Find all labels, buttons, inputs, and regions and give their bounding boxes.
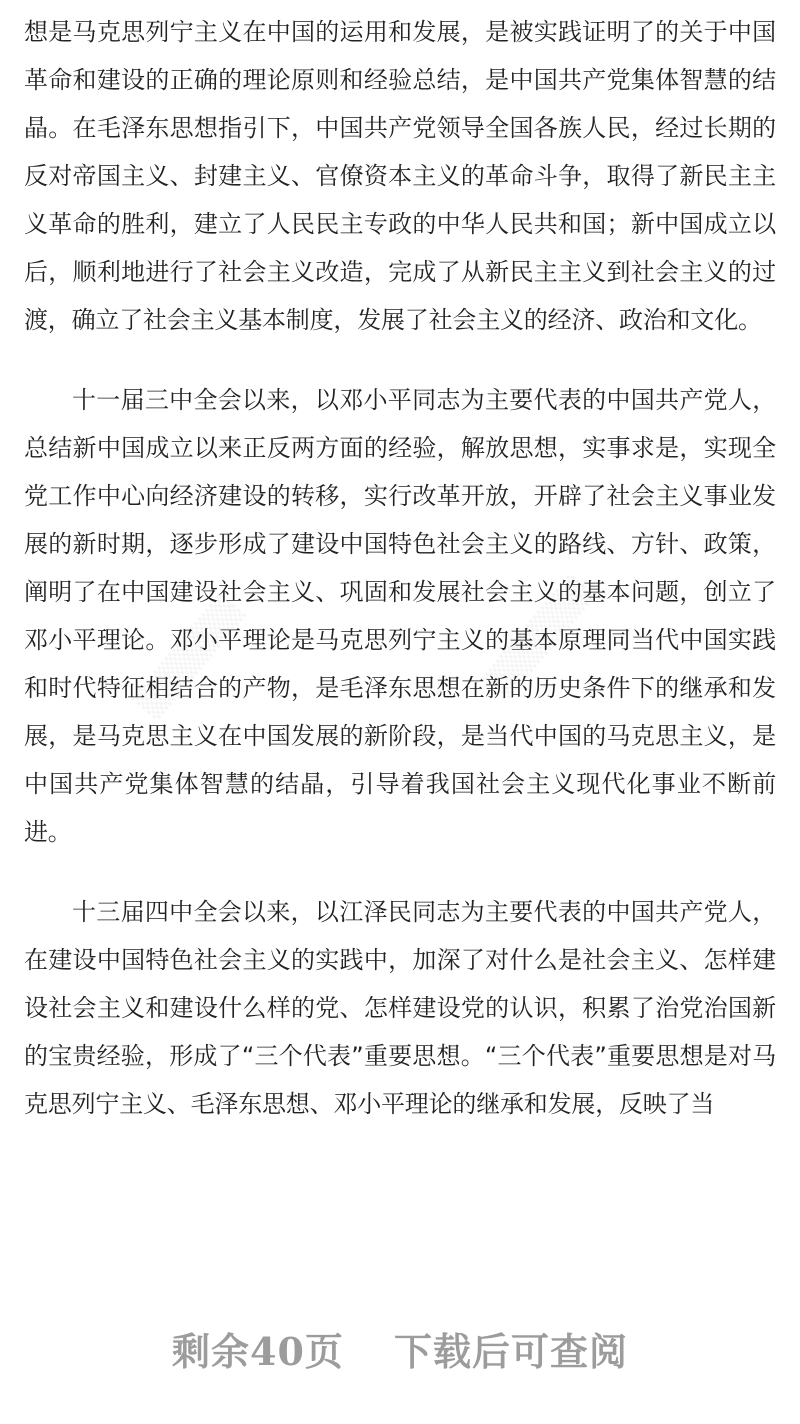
paragraph-1: 想是马克思列宁主义在中国的运用和发展，是被实践证明了的关于中国革命和建设的正确的理论原则和经验总结，是中国共产党集体智慧的结晶。在毛泽东思想指引下，中国共产党领导全国各族人民，经过长期的反对帝国主义、封建主义、官僚资本主义的革命斗争，取得了新民主主义革命的胜利，建立了人民民主专政的中华人民共和国；新中国成立以后，顺利地进行了社会主义改造，完成了从新民主主义到社会主义的过渡，确立了社会主义基本制度，发展了社会主义的经济、政治和文化。	[24, 18, 776, 334]
paragraph-2: 十一届三中全会以来，以邓小平同志为主要代表的中国共产党人，总结新中国成立以来正反两方面的经验，解放思想，实事求是，实现全党工作中心向经济建设的转移，实行改革开放，开辟了社会主义事业发展的新时期，逐步形成了建设中国特色社会主义的路线、方针、政策，阐明了在中国建设社会主义、巩固和发展社会主义的基本问题，创立了邓小平理论。邓小平理论是马克思列宁主义的基本原理同当代中国实践和时代特征相结合的产物，是毛泽东思想在新的历史条件下的继承和发展，是马克思主义在中国发展的新阶段，是当代中国的马克思主义，是中国共产党集体智慧的结晶，引导着我国社会主义现代化事业不断前进。	[24, 386, 776, 846]
paragraph-3: 十三届四中全会以来，以江泽民同志为主要代表的中国共产党人，在建设中国特色社会主义的实践中，加深了对什么是社会主义、怎样建设社会主义和建设什么样的党、怎样建设党的认识，积累了治党治国新的宝贵经验，形成了“三个代表”重要思想。“三个代表”重要思想是对马克思列宁主义、毛泽东思想、邓小平理论的继承和发展，反映了当	[24, 898, 776, 1118]
watermark-mark: ▒▒▒▒▒▒	[131, 593, 248, 722]
remaining-pages-label: 剩余40页	[172, 1328, 344, 1374]
document-body	[24, 8, 776, 1176]
watermark-mark: ▒▒▒▒▒▒	[481, 573, 598, 702]
download-prompt-label[interactable]: 下载后可查阅	[393, 1328, 628, 1374]
download-footer[interactable]	[0, 1318, 800, 1378]
